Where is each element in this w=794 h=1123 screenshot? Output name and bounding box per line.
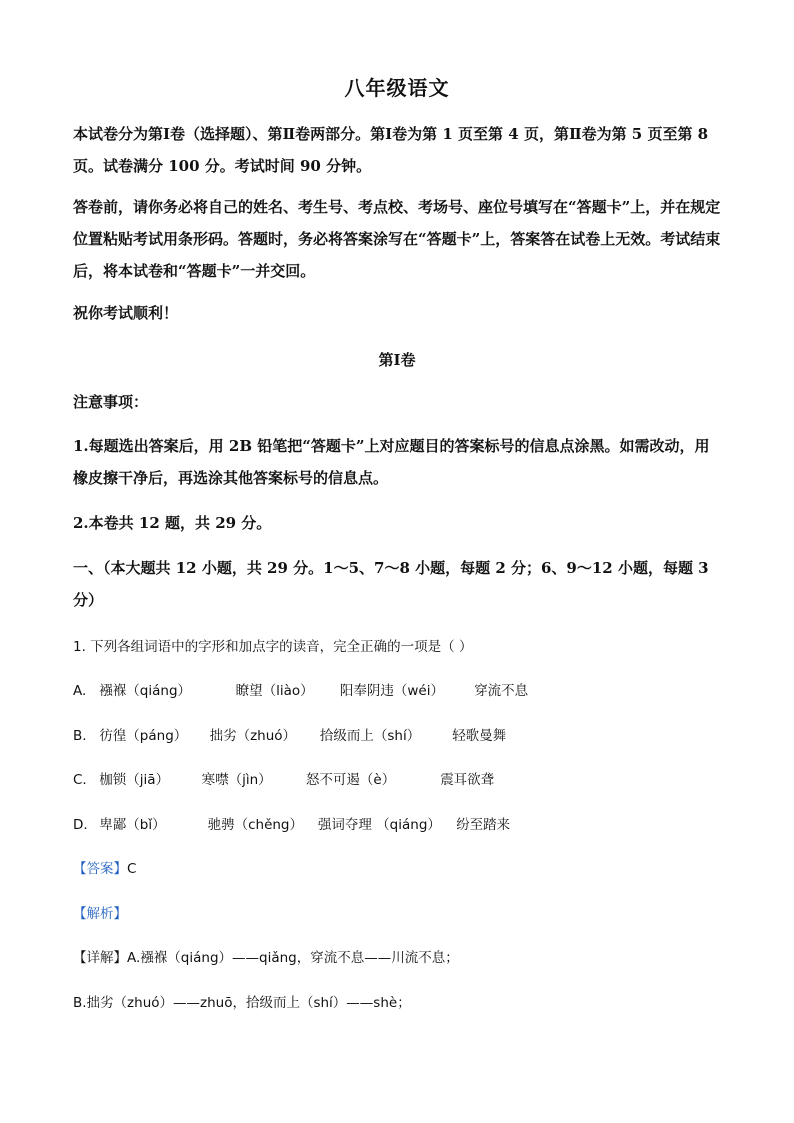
option-item: 枷锁（jiā） (99, 772, 170, 788)
option-item: 襁褓（qiáng） (99, 683, 192, 699)
option-item: 怒不可遏（è） (305, 772, 396, 788)
wish-text: 祝你考试顺利！ (73, 304, 179, 322)
notes-heading: 注意事项： (73, 393, 149, 411)
option-a (73, 679, 528, 699)
option-letter: D. (73, 817, 88, 833)
option-item: 轻歌曼舞 (452, 728, 507, 744)
detail-label: 【详解】 (73, 950, 127, 966)
detail-line-2 (73, 991, 411, 1011)
option-item: 强词夺理 （qiáng） (317, 817, 441, 833)
intro-paragraph-1: 本试卷分为第Ⅰ卷（选择题）、第Ⅱ卷两部分。第Ⅰ卷为第 1 页至第 4 页，第Ⅱ卷为第 5 页至第 8 页。试卷满分 100 分。考试时间 90 分钟。 (73, 125, 709, 175)
answer-line (73, 857, 136, 877)
note-2: 2.本卷共 12 题，共 29 分。 (73, 514, 272, 532)
option-item: 拙劣（zhuó） (209, 728, 297, 744)
analysis-line (73, 902, 127, 922)
option-item: 纷至踏来 (456, 817, 511, 833)
question-1: 1. 下列各组词语中的字形和加点字的读音，完全正确的一项是（ ） (73, 639, 473, 655)
option-item: 彷徨（páng） (99, 728, 188, 744)
option-item: 拾级而上（shí） (319, 728, 421, 744)
option-letter: C. (73, 772, 87, 788)
part-one-heading: 一、（本大题共 12 小题，共 29 分。1～5、7～8 小题，每题 2 分；6、9～12 小题，每题 3 分） (73, 559, 709, 609)
answer-label: 【答案】 (73, 861, 127, 877)
page-title: 八年级语文 (344, 76, 450, 100)
analysis-label: 【解析】 (73, 906, 127, 922)
note-1: 1.每题选出答案后，用 2B 铅笔把“答题卡”上对应题目的答案标号的信息点涂黑。如需改动，用橡皮擦干净后，再选涂其他答案标号的信息点。 (73, 437, 710, 487)
option-item: 卑鄙（bǐ） (99, 817, 166, 833)
option-item: 震耳欲聋 (440, 772, 495, 788)
intro-paragraph-2: 答卷前，请你务必将自己的姓名、考生号、考点校、考场号、座位号填写在“答题卡”上，并在规定位置粘贴考试用条形码。答题时，务必将答案涂写在“答题卡”上，答案答在试卷上无效。考试结束后，将本试卷和“答题卡”一并交回。 (73, 198, 721, 280)
option-c (73, 768, 494, 788)
section-title: 第Ⅰ卷 (378, 351, 416, 369)
option-letter: B. (73, 728, 87, 744)
option-item: 驰骋（chěng） (207, 817, 304, 833)
detail-text-1: A.襁褓（qiáng）——qiǎng，穿流不息——川流不息； (127, 950, 459, 966)
option-letter: A. (73, 683, 87, 699)
detail-text-2: B.拙劣（zhuó）——zhuō，拾级而上（shí）——shè； (73, 995, 411, 1011)
option-b (73, 724, 506, 744)
detail-line-1 (73, 946, 459, 966)
option-item: 阳奉阴违（wéi） (339, 683, 444, 699)
option-item: 穿流不息 (474, 683, 529, 699)
answer-value: C (127, 861, 137, 877)
option-item: 瞭望（liào） (235, 683, 314, 699)
option-item: 寒噤（jìn） (201, 772, 272, 788)
option-d (73, 813, 510, 833)
